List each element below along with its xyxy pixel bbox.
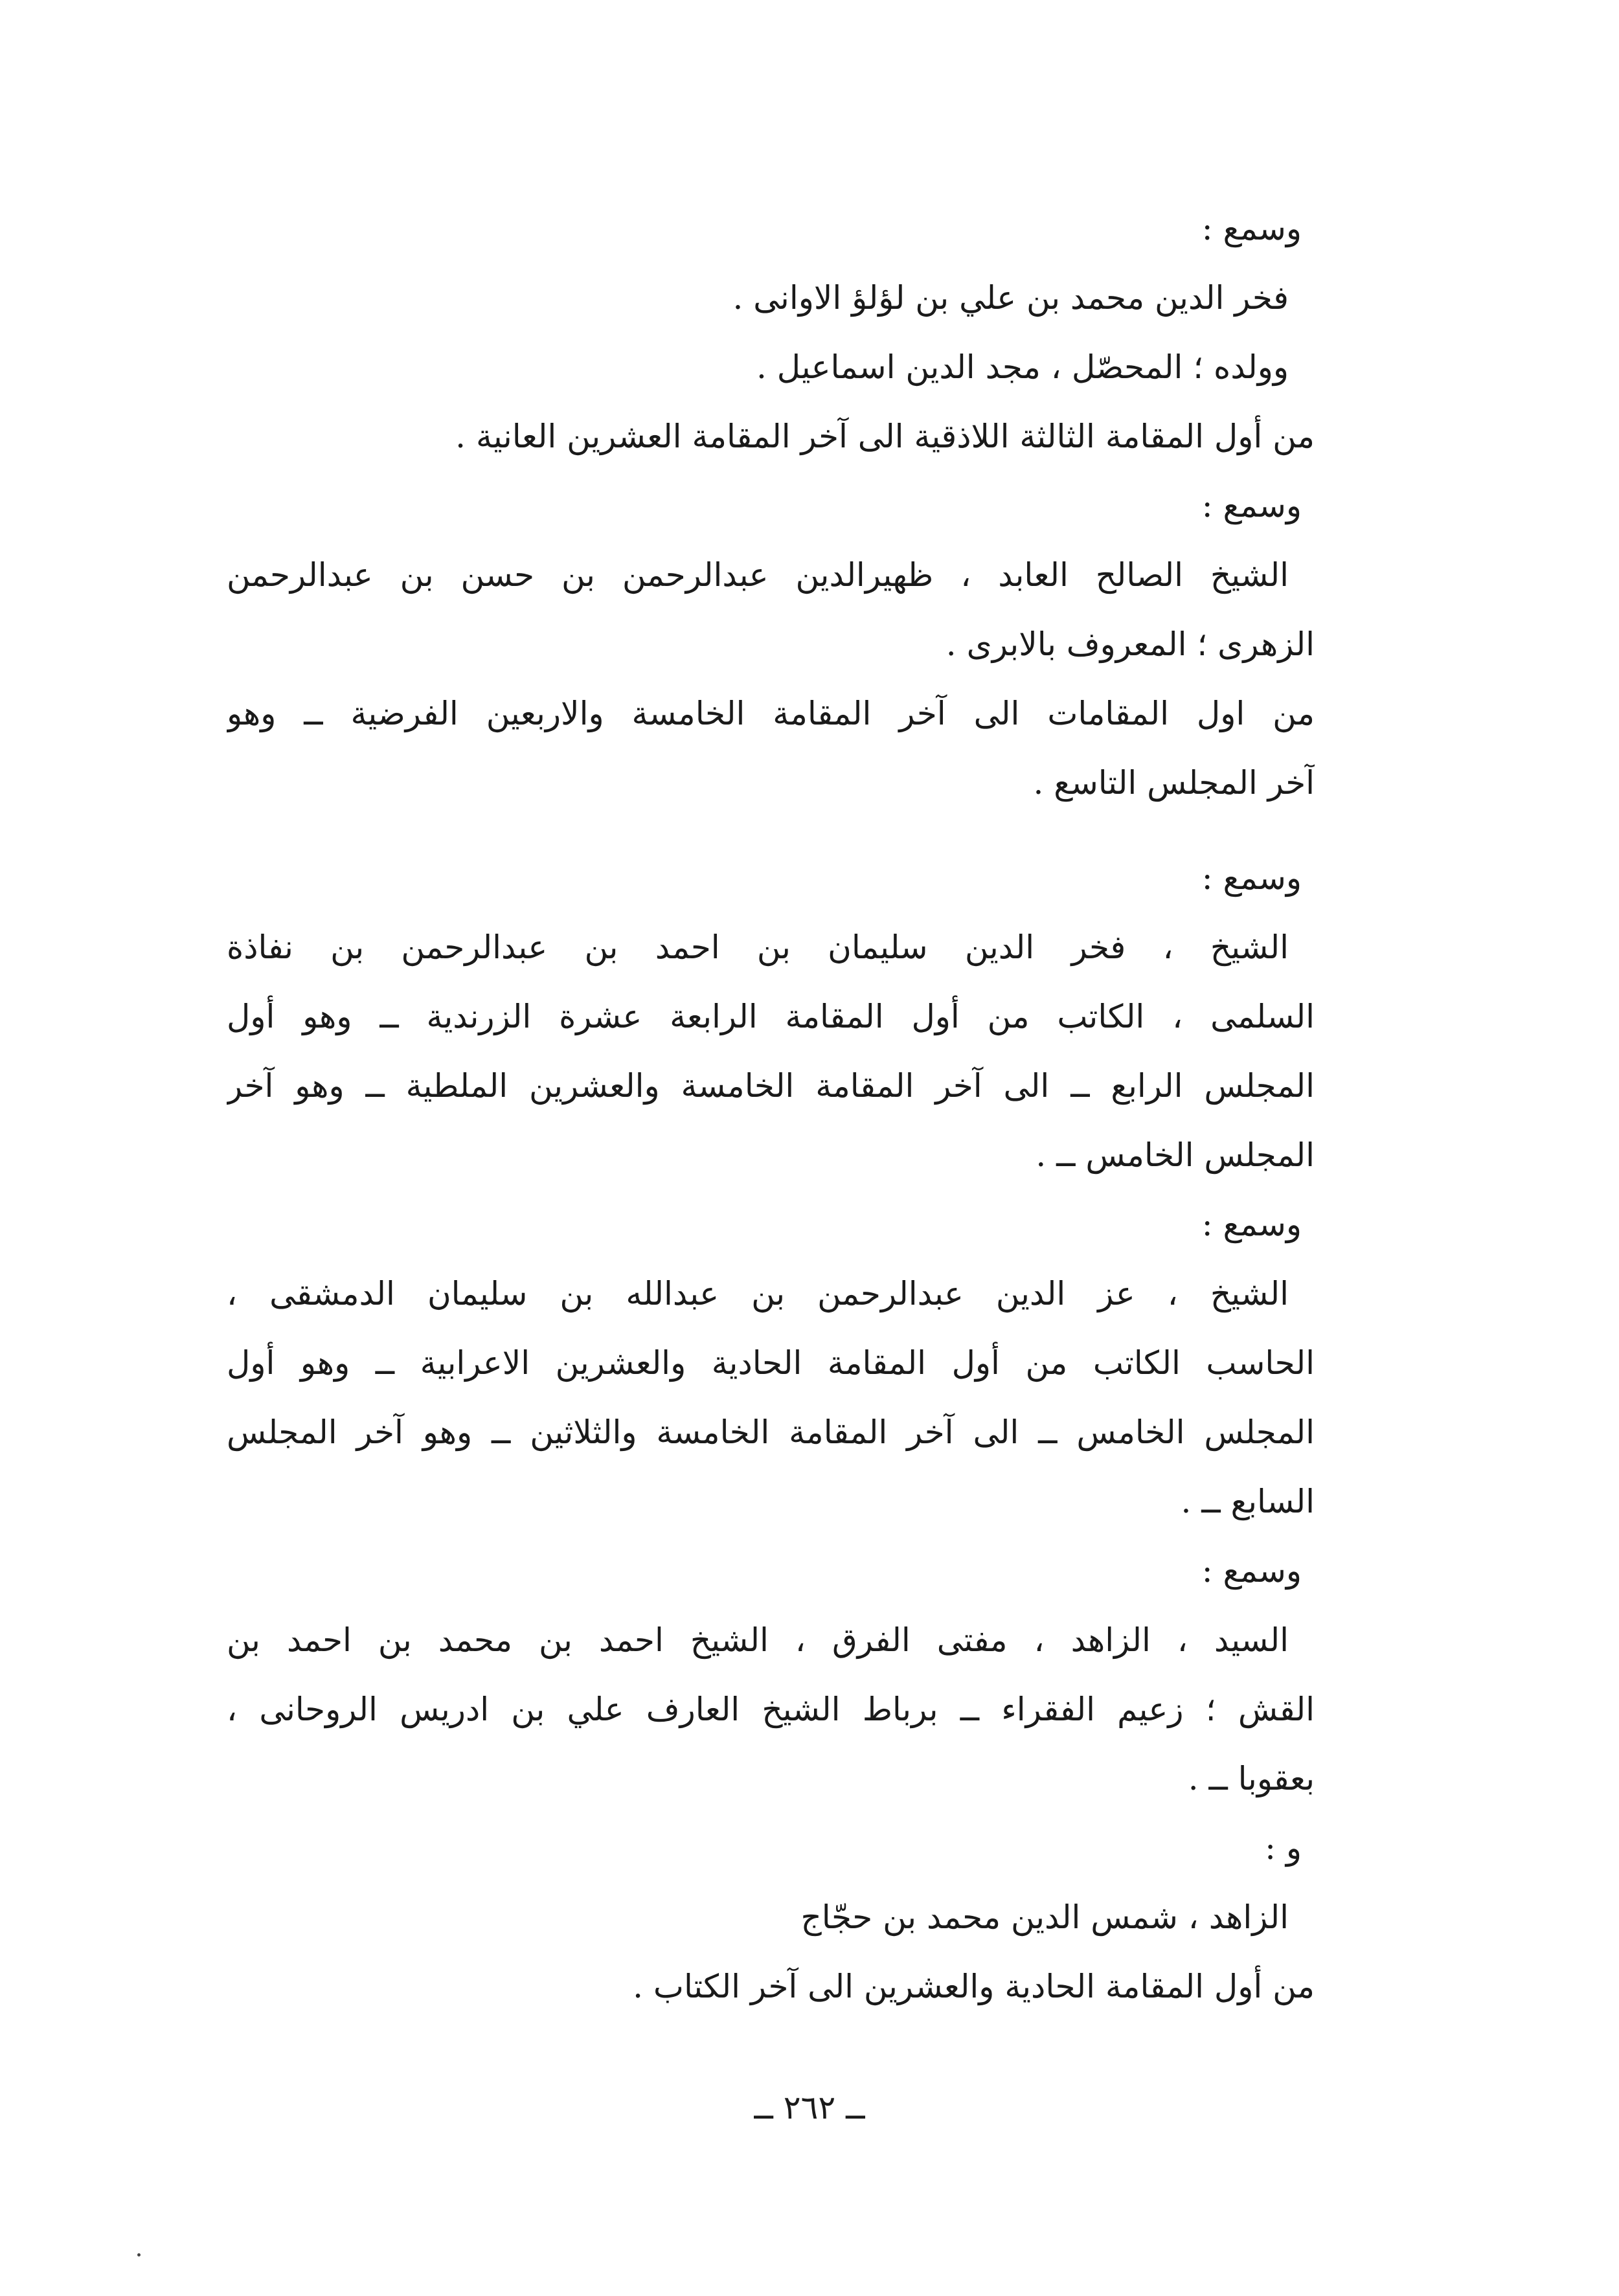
text-line: الحاسب الكاتب من أول المقامة الحادية والعشرين الاعرابية ــ وهو أول bbox=[227, 1344, 1315, 1382]
text-line: المجلس الخامس ــ الى آخر المقامة الخامسة والثلاثين ــ وهو آخر المجلس bbox=[227, 1413, 1315, 1451]
text-line: وولده ؛ المحصّل ، مجد الدين اسماعيل . bbox=[756, 348, 1289, 386]
text-line: بعقوبا ــ . bbox=[1188, 1760, 1315, 1797]
text-line: السيد ، الزاهد ، مفتى الفرق ، الشيخ احمد بن محمد بن احمد بن bbox=[227, 1621, 1289, 1659]
text-line: وسمع : bbox=[1201, 1552, 1302, 1590]
text-line: المجلس الخامس ــ . bbox=[1036, 1136, 1315, 1174]
text-line: من اول المقامات الى آخر المقامة الخامسة والاربعين الفرضية ــ وهو bbox=[227, 695, 1315, 732]
text-line: من أول المقامة الثالثة اللاذقية الى آخر المقامة العشرين العانية . bbox=[455, 418, 1315, 455]
text-line: وسمع : bbox=[1201, 1206, 1302, 1243]
text-line: الشيخ ، عز الدين عبدالرحمن بن عبدالله بن سليمان الدمشقى ، bbox=[227, 1275, 1289, 1312]
text-line: القش ؛ زعيم الفقراء ــ برباط الشيخ العارف علي بن ادريس الروحانى ، bbox=[227, 1691, 1315, 1728]
text-line: من أول المقامة الحادية والعشرين الى آخر الكتاب . bbox=[633, 1968, 1315, 2005]
text-line: و : bbox=[1265, 1829, 1302, 1867]
text-line: فخر الدين محمد بن علي بن لؤلؤ الاوانى . bbox=[732, 279, 1289, 317]
text-line: السابع ــ . bbox=[1181, 1483, 1315, 1520]
text-line: وسمع : bbox=[1201, 859, 1302, 897]
text-line: وسمع : bbox=[1201, 210, 1302, 247]
text-line: الزهرى ؛ المعروف بالابرى . bbox=[945, 625, 1315, 663]
text-line: السلمى ، الكاتب من أول المقامة الرابعة عشرة الزرندية ــ وهو أول bbox=[227, 998, 1315, 1035]
main-text-block bbox=[227, 194, 1315, 2021]
text-line: وسمع : bbox=[1201, 487, 1302, 524]
text-line: المجلس الرابع ــ الى آخر المقامة الخامسة والعشرين الملطية ــ وهو آخر bbox=[227, 1067, 1315, 1105]
text-line: آخر المجلس التاسع . bbox=[1033, 764, 1315, 802]
text-line: الشيخ الصالح العابد ، ظهيرالدين عبدالرحمن بن حسن بن عبدالرحمن bbox=[227, 556, 1289, 594]
text-line: الشيخ ، فخر الدين سليمان بن احمد بن عبدالرحمن بن نفاذة bbox=[227, 929, 1289, 966]
text-line: الزاهد ، شمس الدين محمد بن حجّاج bbox=[800, 1898, 1289, 1936]
scan-speck bbox=[137, 2253, 141, 2257]
page-number: ــ ٢٦٢ ــ bbox=[754, 2089, 865, 2126]
